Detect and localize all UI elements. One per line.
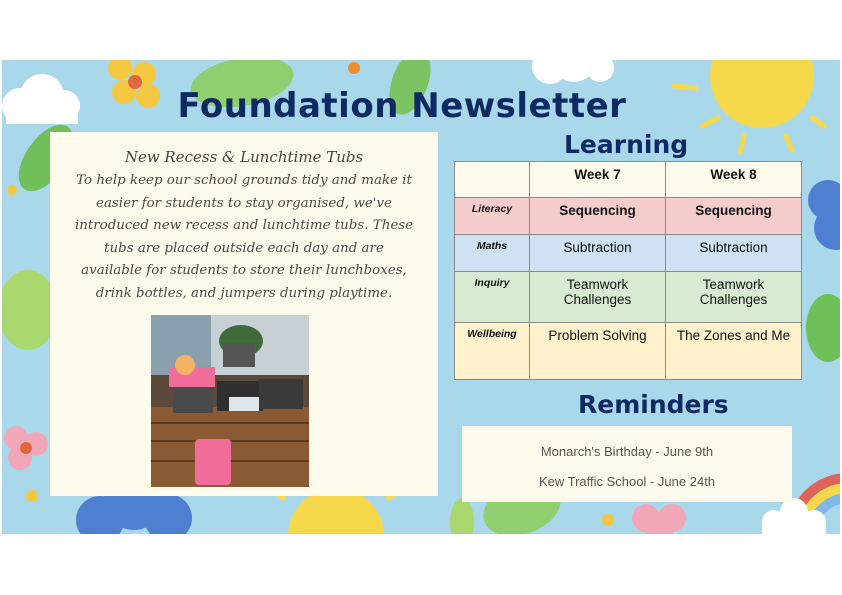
flower-icon	[632, 504, 686, 534]
reminders-card	[462, 426, 792, 502]
subject-literacy: Literacy	[455, 198, 530, 235]
reminders-heading: Reminders	[578, 390, 729, 419]
header-cell-empty	[455, 162, 530, 198]
page-title: Foundation Newsletter	[177, 86, 627, 126]
maths-week8: Subtraction	[666, 235, 802, 272]
leaf-icon	[450, 498, 474, 534]
notice-heading: New Recess & Lunchtime Tubs	[124, 148, 364, 166]
cloud-icon	[532, 60, 614, 84]
reminder-item: Kew Traffic School - June 24th	[538, 474, 716, 489]
reminder-item: Monarch's Birthday - June 9th	[540, 444, 714, 459]
subject-inquiry: Inquiry	[455, 272, 530, 323]
table-row	[455, 235, 802, 272]
literacy-week7: Sequencing	[530, 198, 666, 235]
table-row	[455, 198, 802, 235]
maths-week7: Subtraction	[530, 235, 666, 272]
table-header-row	[455, 162, 802, 198]
subject-maths: Maths	[455, 235, 530, 272]
notice-card	[50, 132, 438, 496]
leaf-icon	[806, 294, 840, 362]
literacy-week8: Sequencing	[666, 198, 802, 235]
learning-heading: Learning	[564, 130, 689, 159]
newsletter-slide	[2, 60, 840, 534]
wellbeing-week8: The Zones and Me	[666, 323, 802, 380]
photo-illustration	[151, 315, 309, 487]
flower-icon	[4, 426, 48, 470]
inquiry-week7: Teamwork Challenges	[530, 272, 666, 323]
inquiry-week8: Teamwork Challenges	[666, 272, 802, 323]
notice-body: To help keep our school grounds tidy and make it easier for students to stay organised, we've introduced new recess and lunchtime tubs. These tubs are placed outside each day and are available for students to store their lunchboxes, drink bottles, and jumpers during playtime.	[74, 173, 414, 301]
learning-table	[454, 161, 802, 380]
wellbeing-week7: Problem Solving	[530, 323, 666, 380]
subject-wellbeing: Wellbeing	[455, 323, 530, 380]
header-week-7: Week 7	[530, 162, 666, 198]
table-row	[455, 272, 802, 323]
cloud-icon	[808, 180, 840, 250]
table-row	[455, 323, 802, 380]
header-week-8: Week 8	[666, 162, 802, 198]
lunch-tubs-photo	[151, 315, 309, 487]
